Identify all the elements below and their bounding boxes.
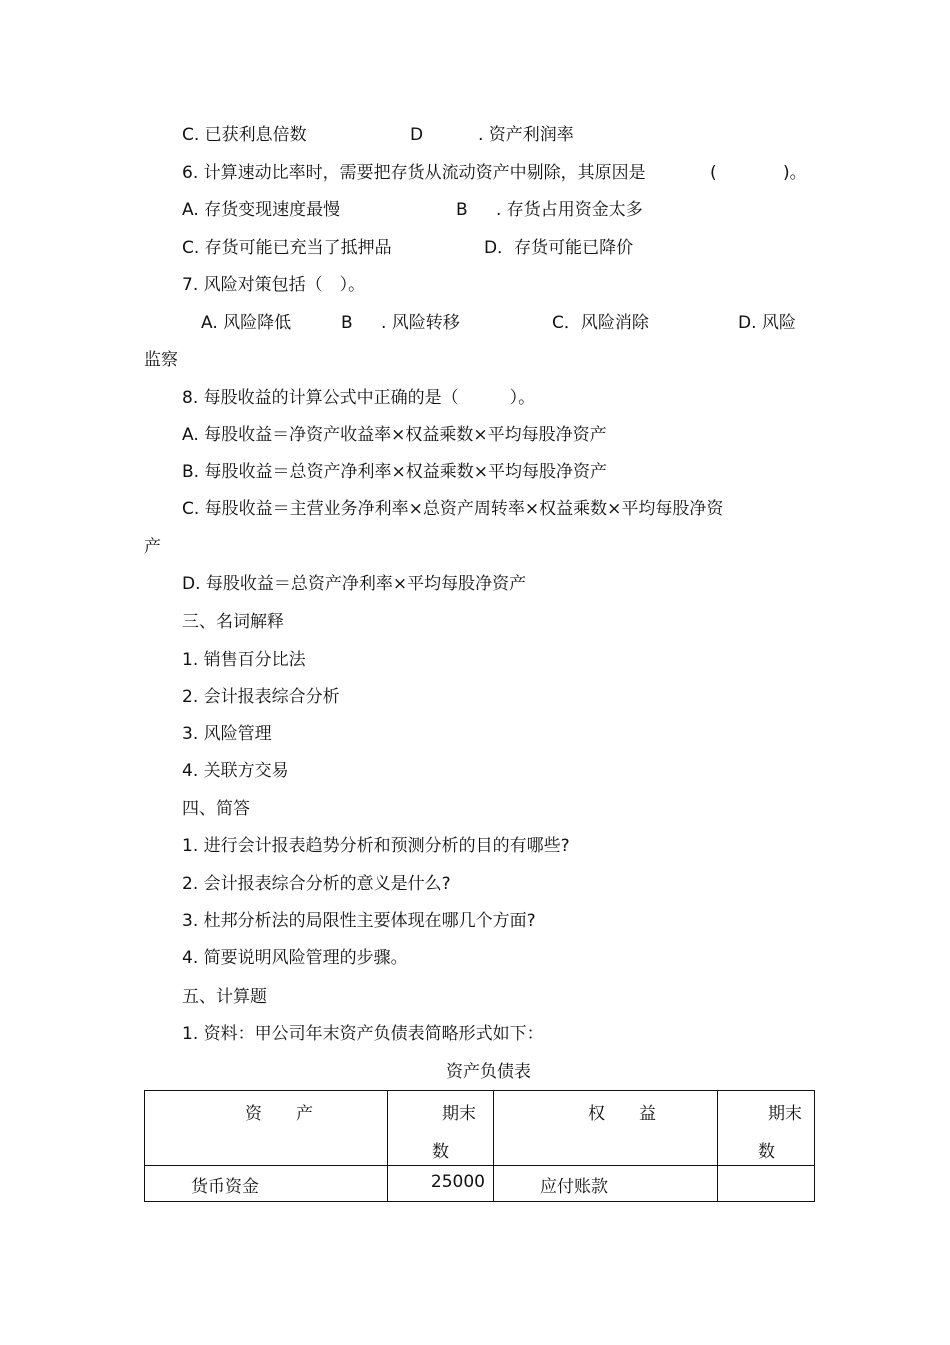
header-equity-label: 权 益	[588, 1104, 656, 1124]
option-8d: D. 每股收益＝总资产净利率×平均每股净资产	[182, 574, 527, 594]
option-7d-wrap: 监察	[144, 350, 178, 370]
header-cell-asset	[145, 1091, 388, 1166]
question-8: 8. 每股收益的计算公式中正确的是（ ）。	[182, 388, 536, 408]
option-6d: D．存货可能已降价	[484, 238, 634, 258]
option-8c-wrap: 产	[144, 537, 161, 557]
option-6c: C. 存货可能已充当了抵押品	[182, 238, 392, 258]
question-6-paren-open: (	[710, 163, 717, 183]
cell-equity	[494, 1166, 718, 1202]
header-cell-period-end-2	[718, 1091, 815, 1166]
option-5c: C. 已获利息倍数	[182, 125, 307, 145]
section-3-item: 2. 会计报表综合分析	[182, 687, 340, 707]
question-6-paren-close: )。	[783, 163, 807, 183]
table-caption: 资产负债表	[446, 1062, 531, 1082]
option-7a: A. 风险降低	[201, 313, 292, 333]
cell-value-2	[718, 1166, 815, 1202]
option-6a: A. 存货变现速度最慢	[182, 200, 341, 220]
header-period-end-2-line2: 数	[758, 1142, 775, 1162]
question-7: 7. 风险对策包括（ ）。	[182, 275, 366, 295]
option-5d-letter: D	[410, 125, 424, 145]
option-6b-letter: B	[456, 200, 468, 220]
option-8a: A. 每股收益＝净资产收益率×权益乘数×平均每股净资产	[182, 425, 607, 445]
cell-equity-text: 应付账款	[540, 1177, 608, 1197]
header-period-end-2-line1: 期末	[768, 1104, 802, 1124]
option-8c: C. 每股收益＝主营业务净利率×总资产周转率×权益乘数×平均每股净资	[182, 499, 724, 519]
table-row	[145, 1166, 815, 1202]
section-4-item: 1. 进行会计报表趋势分析和预测分析的目的有哪些?	[182, 836, 570, 856]
option-7c: C．风险消除	[552, 313, 649, 333]
header-period-end-1-line2: 数	[432, 1142, 449, 1162]
section-3-item: 4. 关联方交易	[182, 761, 289, 781]
question-6: 6. 计算速动比率时，需要把存货从流动资产中剔除，其原因是	[182, 163, 646, 183]
section-4-title: 四、简答	[182, 799, 250, 819]
option-7b-letter: B	[341, 313, 353, 333]
section-3-title: 三、名词解释	[182, 612, 284, 632]
option-7d: D. 风险	[738, 313, 796, 333]
option-7b-text: . 风险转移	[381, 313, 460, 333]
cell-asset-text: 货币资金	[191, 1177, 259, 1197]
option-5d-text: . 资产利润率	[478, 125, 574, 145]
section-5-title: 五、计算题	[182, 987, 267, 1007]
header-asset-label: 资 产	[245, 1104, 313, 1124]
cell-asset	[145, 1166, 388, 1202]
header-cell-period-end-1	[388, 1091, 494, 1166]
cell-value-text: 25000	[430, 1172, 485, 1192]
section-3-item: 3. 风险管理	[182, 724, 272, 744]
section-4-item: 3. 杜邦分析法的局限性主要体现在哪几个方面?	[182, 911, 536, 931]
section-4-item: 2. 会计报表综合分析的意义是什么?	[182, 874, 451, 894]
balance-sheet-table	[144, 1090, 815, 1202]
header-cell-equity	[494, 1091, 718, 1166]
section-5-item: 1. 资料：甲公司年末资产负债表简略形式如下：	[182, 1024, 544, 1044]
table-header-row	[145, 1091, 815, 1166]
option-8b: B. 每股收益＝总资产净利率×权益乘数×平均每股净资产	[182, 462, 607, 482]
section-4-item: 4. 简要说明风险管理的步骤。	[182, 948, 408, 968]
header-period-end-1-line1: 期末	[442, 1104, 476, 1124]
cell-value	[388, 1166, 494, 1202]
section-3-item: 1. 销售百分比法	[182, 650, 306, 670]
option-6b-text: . 存货占用资金太多	[496, 200, 643, 220]
